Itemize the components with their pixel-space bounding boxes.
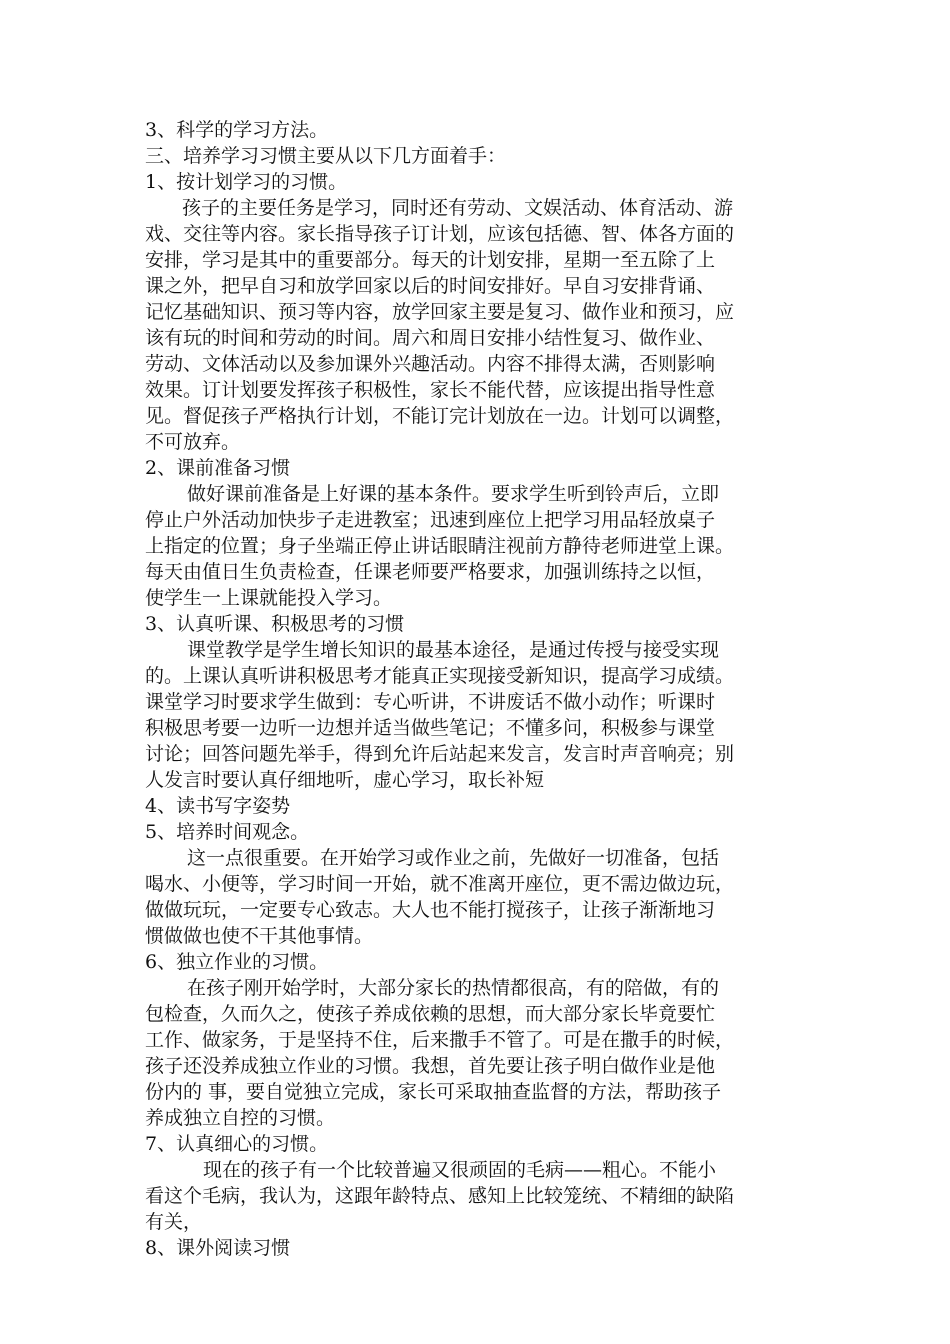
paragraph-line: 做做玩玩，一定要专心致志。大人也不能打搅孩子，让孩子渐渐地习 xyxy=(145,899,716,921)
paragraph-line: 惯做做也使不干其他事情。 xyxy=(145,925,374,947)
paragraph-line: 不可放弃。 xyxy=(145,431,241,453)
paragraph-line: 喝水、小便等，学习时间一开始，就不准离开座位，更不需边做边玩， xyxy=(145,873,735,895)
document-body xyxy=(145,117,815,1261)
paragraph-line: 课之外，把早自习和放学回家以后的时间安排好。早自习安排背诵、 xyxy=(145,275,716,297)
paragraph-line: 做好课前准备是上好课的基本条件。要求学生听到铃声后，立即 xyxy=(187,483,720,505)
paragraph-line: 讨论；回答问题先举手，得到允许后站起来发言，发言时声音响亮；别 xyxy=(145,743,735,765)
section-heading: 三、培养学习习惯主要从以下几方面着手： xyxy=(145,145,507,167)
paragraph-line: 有关， xyxy=(145,1211,203,1233)
paragraph-line: 安排，学习是其中的重要部分。每天的计划安排，星期一至五除了上 xyxy=(145,249,716,271)
paragraph-line: 养成独立自控的习惯。 xyxy=(145,1107,336,1129)
paragraph-line: 工作、做家务，于是坚持不住，后来撒手不管了。可是在撒手的时候， xyxy=(145,1029,735,1051)
list-item-heading: 3、科学的学习方法。 xyxy=(145,119,329,141)
paragraph-line: 的。上课认真听讲积极思考才能真正实现接受新知识，提高学习成绩。 xyxy=(145,665,735,687)
paragraph-line: 效果。订计划要发挥孩子积极性，家长不能代替，应该提出指导性意 xyxy=(145,379,716,401)
list-item-heading: 6、独立作业的习惯。 xyxy=(145,951,329,973)
list-item-heading: 7、认真细心的习惯。 xyxy=(145,1133,329,1155)
paragraph-line: 课堂教学是学生增长知识的最基本途径，是通过传授与接受实现 xyxy=(187,639,720,661)
paragraph-line: 课堂学习时要求学生做到：专心听讲，不讲废话不做小动作；听课时 xyxy=(145,691,716,713)
list-item-heading: 5、培养时间观念。 xyxy=(145,821,310,843)
paragraph-line: 使学生一上课就能投入学习。 xyxy=(145,587,393,609)
paragraph-line: 包检查，久而久之，使孩子养成依赖的思想，而大部分家长毕竟要忙 xyxy=(145,1003,716,1025)
paragraph-line: 停止户外活动加快步子走进教室；迅速到座位上把学习用品轻放桌子 xyxy=(145,509,716,531)
paragraph-line: 每天由值日生负责检查，任课老师要严格要求，加强训练持之以恒， xyxy=(145,561,716,583)
paragraph-line: 劳动、文体活动以及参加课外兴趣活动。内容不排得太满，否则影响 xyxy=(145,353,716,375)
paragraph-line: 孩子还没养成独立作业的习惯。我想，首先要让孩子明白做作业是他 xyxy=(145,1055,716,1077)
list-item-heading: 1、按计划学习的习惯。 xyxy=(145,171,348,193)
paragraph-line: 该有玩的时间和劳动的时间。周六和周日安排小结性复习、做作业、 xyxy=(145,327,716,349)
list-item-heading: 2、课前准备习惯 xyxy=(145,457,291,479)
list-item-heading: 3、认真听课、积极思考的习惯 xyxy=(145,613,405,635)
paragraph-line: 孩子的主要任务是学习，同时还有劳动、文娱活动、体育活动、游 xyxy=(182,197,734,219)
paragraph-line: 戏、交往等内容。家长指导孩子订计划，应该包括德、智、体各方面的 xyxy=(145,223,735,245)
paragraph-line: 这一点很重要。在开始学习或作业之前，先做好一切准备，包括 xyxy=(187,847,720,869)
paragraph-line: 积极思考要一边听一边想并适当做些笔记；不懂多问，积极参与课堂 xyxy=(145,717,716,739)
paragraph-line: 上指定的位置；身子坐端正停止讲话眼睛注视前方静待老师进堂上课。 xyxy=(145,535,735,557)
paragraph-line: 记忆基础知识、预习等内容，放学回家主要是复习、做作业和预习，应 xyxy=(145,301,735,323)
list-item-heading: 4、读书写字姿势 xyxy=(145,795,291,817)
paragraph-line: 人发言时要认真仔细地听，虚心学习，取长补短 xyxy=(145,769,545,791)
paragraph-line: 份内的 事，要自觉独立完成，家长可采取抽查监督的方法，帮助孩子 xyxy=(145,1081,722,1103)
paragraph-line: 见。督促孩子严格执行计划，不能订完计划放在一边。计划可以调整， xyxy=(145,405,735,427)
list-item-heading: 8、课外阅读习惯 xyxy=(145,1237,291,1259)
paragraph-line: 看这个毛病，我认为，这跟年龄特点、感知上比较笼统、不精细的缺陷 xyxy=(145,1185,735,1207)
paragraph-line: 在孩子刚开始学时，大部分家长的热情都很高，有的陪做，有的 xyxy=(187,977,720,999)
paragraph-line: 现在的孩子有一个比较普遍又很顽固的毛病——粗心。不能小 xyxy=(203,1159,717,1181)
